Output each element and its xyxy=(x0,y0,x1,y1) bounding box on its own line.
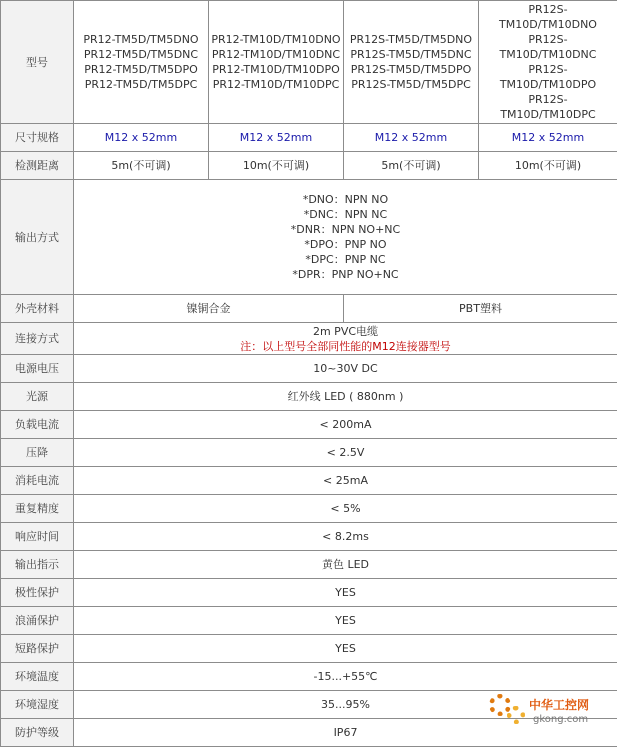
distance-row xyxy=(1,152,617,180)
spec-value: < 5% xyxy=(74,495,617,523)
output-label: 输出方式 xyxy=(1,180,74,295)
size-label: 尺寸规格 xyxy=(1,124,74,152)
spec-label: 短路保护 xyxy=(1,635,74,663)
spec-value: < 25mA xyxy=(74,467,617,495)
output-type: *DPO：PNP NO xyxy=(304,238,387,251)
size-value: M12 x 52mm xyxy=(344,124,479,152)
spec-value: YES xyxy=(74,635,617,663)
model-cell-4 xyxy=(479,1,617,124)
model-name: PR12S- xyxy=(528,33,568,46)
spec-row xyxy=(1,439,617,467)
connection-label: 连接方式 xyxy=(1,323,74,355)
spec-row xyxy=(1,607,617,635)
size-value: M12 x 52mm xyxy=(74,124,209,152)
connection-value: 2m PVC电缆 xyxy=(312,324,379,338)
spec-row xyxy=(1,523,617,551)
spec-label: 负载电流 xyxy=(1,411,74,439)
spec-row xyxy=(1,355,617,383)
distance-value: 5m(不可调) xyxy=(74,152,209,180)
spec-row xyxy=(1,383,617,411)
model-name: PR12-TM5D/TM5DPO xyxy=(84,63,198,76)
spec-row xyxy=(1,663,617,691)
spec-label: 环境湿度 xyxy=(1,691,74,719)
spec-label: 极性保护 xyxy=(1,579,74,607)
model-name: PR12S-TM5D/TM5DPC xyxy=(351,78,471,91)
model-name: PR12S-TM5D/TM5DNO xyxy=(349,33,473,46)
spec-label: 光源 xyxy=(1,383,74,411)
output-cell xyxy=(74,180,617,295)
watermark-title: 中华工控网 xyxy=(529,698,590,712)
model-name: TM10D/TM10DPO xyxy=(499,78,597,91)
spec-label: 消耗电流 xyxy=(1,467,74,495)
distance-value: 10m(不可调) xyxy=(479,152,617,180)
output-type: *DNO：NPN NO xyxy=(302,193,389,206)
model-name: TM10D/TM10DPC xyxy=(500,108,596,121)
spec-value: YES xyxy=(74,607,617,635)
output-type: *DPR：PNP NO+NC xyxy=(292,268,399,281)
model-name: PR12-TM5D/TM5DNO xyxy=(83,33,199,46)
spec-value: 黄色 LED xyxy=(74,551,617,579)
gear-icon xyxy=(507,706,525,724)
output-type: *DNC：NPN NC xyxy=(303,208,388,221)
model-cell-2 xyxy=(209,1,344,124)
model-name: PR12S- xyxy=(528,93,568,106)
spec-row xyxy=(1,551,617,579)
model-name: TM10D/TM10DNO xyxy=(499,18,597,31)
connection-note: 注：以上型号全部同性能的M12连接器型号 xyxy=(240,339,451,353)
output-type: *DNR：NPN NO+NC xyxy=(290,223,401,236)
model-name: PR12-TM10D/TM10DNC xyxy=(211,48,341,61)
model-name: PR12-TM10D/TM10DNO xyxy=(211,33,341,46)
connection-row xyxy=(1,323,617,355)
spec-label: 电源电压 xyxy=(1,355,74,383)
model-name: PR12S-TM5D/TM5DPO xyxy=(350,63,472,76)
connection-cell xyxy=(74,323,617,355)
model-name: PR12-TM10D/TM10DPC xyxy=(212,78,340,91)
model-name: PR12-TM5D/TM5DNC xyxy=(83,48,199,61)
distance-label: 检测距离 xyxy=(1,152,74,180)
model-row xyxy=(1,1,617,124)
spec-row xyxy=(1,579,617,607)
housing-value: PBT塑料 xyxy=(344,295,617,323)
model-name: PR12S- xyxy=(528,3,568,16)
spec-row xyxy=(1,467,617,495)
spec-row xyxy=(1,495,617,523)
spec-value: -15...+55℃ xyxy=(74,663,617,691)
spec-label: 重复精度 xyxy=(1,495,74,523)
spec-label: 输出指示 xyxy=(1,551,74,579)
spec-value: IP67 xyxy=(74,719,617,747)
housing-value: 镍铜合金 xyxy=(74,295,344,323)
spec-row xyxy=(1,411,617,439)
spec-value: 10~30V DC xyxy=(74,355,617,383)
housing-row xyxy=(1,295,617,323)
size-value: M12 x 52mm xyxy=(479,124,617,152)
spec-value: < 8.2ms xyxy=(74,523,617,551)
spec-value: < 200mA xyxy=(74,411,617,439)
watermark-url: gkong.com xyxy=(533,714,589,725)
output-type: *DPC：PNP NC xyxy=(305,253,386,266)
spec-label: 浪涌保护 xyxy=(1,607,74,635)
model-name: PR12S- xyxy=(528,63,568,76)
model-name: PR12-TM10D/TM10DPO xyxy=(212,63,340,76)
spec-value: 35...95% xyxy=(74,691,617,719)
spec-label: 环境温度 xyxy=(1,663,74,691)
model-name: PR12S-TM5D/TM5DNC xyxy=(350,48,472,61)
watermark-logo xyxy=(487,692,611,740)
spec-label: 响应时间 xyxy=(1,523,74,551)
model-name: TM10D/TM10DNC xyxy=(499,48,597,61)
size-value: M12 x 52mm xyxy=(209,124,344,152)
distance-value: 5m(不可调) xyxy=(344,152,479,180)
model-cell-3 xyxy=(344,1,479,124)
size-row xyxy=(1,124,617,152)
spec-value: YES xyxy=(74,579,617,607)
model-name: PR12-TM5D/TM5DPC xyxy=(84,78,198,91)
output-row xyxy=(1,180,617,295)
spec-value: < 2.5V xyxy=(74,439,617,467)
model-cell-1 xyxy=(74,1,209,124)
spec-label: 防护等级 xyxy=(1,719,74,747)
housing-label: 外壳材料 xyxy=(1,295,74,323)
spec-value: 红外线 LED ( 880nm ) xyxy=(74,383,617,411)
spec-label: 压降 xyxy=(1,439,74,467)
model-label: 型号 xyxy=(1,1,74,124)
distance-value: 10m(不可调) xyxy=(209,152,344,180)
spec-row xyxy=(1,635,617,663)
